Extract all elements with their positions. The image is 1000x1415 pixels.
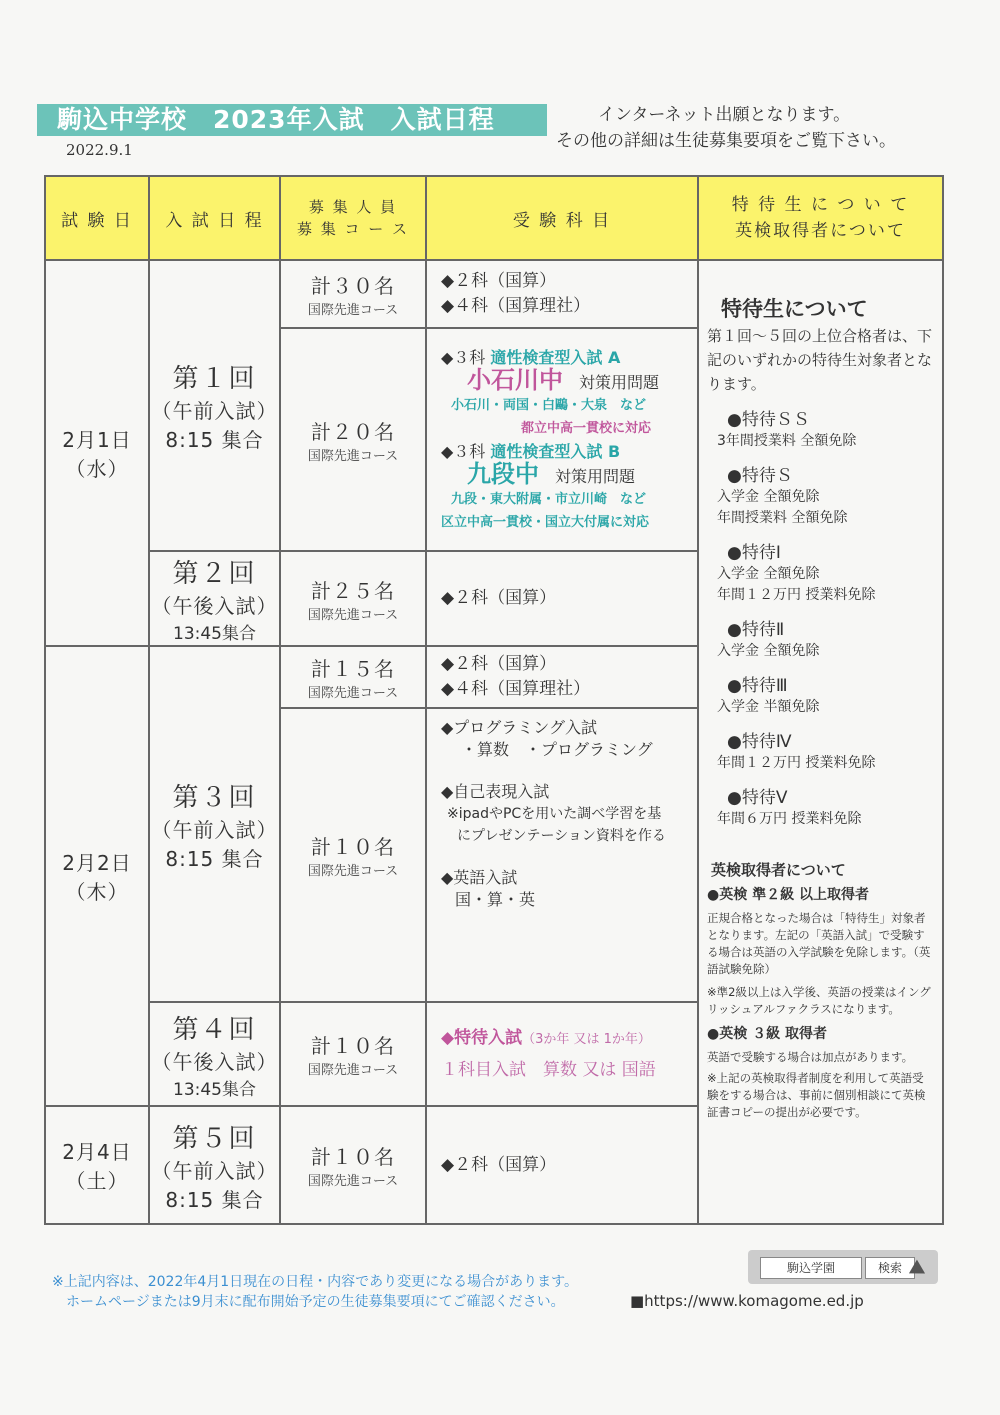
footer-note xyxy=(52,1272,578,1312)
tokutai-4-detail: 年間１２万円 授業料免除 xyxy=(717,755,876,771)
subject-tokutai: ◆特待入試 xyxy=(441,1027,523,1048)
round-title: 第４回 xyxy=(172,1014,257,1045)
capacity-cell xyxy=(280,1106,426,1224)
capacity-cell xyxy=(280,1002,426,1106)
kudan-schools: 九段・東大附属・市立川崎 など xyxy=(451,491,647,507)
capacity: 計３０名 xyxy=(311,274,395,298)
tokutai-s-detail-1: 入学金 全額免除 xyxy=(717,489,820,505)
eiken-heading: 英検取得者について xyxy=(711,861,846,879)
day-label: （土） xyxy=(65,1169,129,1193)
course: 国際先進コース xyxy=(307,1063,399,1078)
capacity: 計１０名 xyxy=(311,1145,395,1169)
round-type: （午前入試） xyxy=(151,399,278,423)
header-side xyxy=(698,176,943,260)
subject-tokutai-note: （3か年 又は 1か年） xyxy=(522,1031,651,1047)
round-type: （午前入試） xyxy=(151,1158,278,1183)
header-subjects: 受 験 科 目 xyxy=(426,176,698,260)
header-schedule: 入 試 日 程 xyxy=(149,176,280,260)
round-title: 第２回 xyxy=(172,559,257,589)
capacity: 計１０名 xyxy=(311,835,395,859)
tokutai-3: ●特待Ⅲ xyxy=(727,676,788,696)
subject-english: ◆英語入試 xyxy=(441,868,518,887)
notice-line-2: その他の詳細は生徒募集要項をご覧下さい。 xyxy=(556,131,896,151)
side-panel xyxy=(698,260,943,1224)
header-course-label: 募 集 コ ー ス xyxy=(296,220,410,238)
round-time: 8:15 集合 xyxy=(165,846,264,871)
course: 国際先進コース xyxy=(307,607,399,623)
round-time: 13:45集合 xyxy=(173,624,256,644)
capacity: 計１０名 xyxy=(311,1034,395,1058)
round-title: 第５回 xyxy=(172,1123,257,1154)
kudan-target: 区立中高一貫校・国立大付属に対応 xyxy=(441,514,650,530)
tokutai-2: ●特待Ⅱ xyxy=(727,620,785,640)
header-eiken: 英検取得者について xyxy=(735,221,906,241)
round-2 xyxy=(149,551,280,646)
course: 国際先進コース xyxy=(307,448,399,464)
subject-tokutai-detail: １科目入試 算数 又は 国語 xyxy=(441,1059,656,1080)
day-label: （木） xyxy=(65,880,129,904)
date-cell-feb1 xyxy=(45,260,149,646)
subjects-cell xyxy=(426,260,698,328)
tokutai-4: ●特待Ⅳ xyxy=(727,732,792,752)
round-time: 8:15 集合 xyxy=(165,1187,264,1212)
round-title: 第１回 xyxy=(172,364,257,394)
subject-self-expression: ◆自己表現入試 xyxy=(441,782,550,801)
eiken-3: ●英検 ３級 取得者 xyxy=(707,1026,827,1042)
subjects-cell xyxy=(426,708,698,1002)
capacity-cell xyxy=(280,328,426,551)
footer-note-2: ホームページまたは9月末に配布開始予定の生徒募集要項にてご確認ください。 xyxy=(66,1294,565,1310)
round-time: 13:45集合 xyxy=(173,1079,256,1100)
subject-self-expression-detail-2: にプレゼンテーション資料を作る xyxy=(457,828,666,844)
course: 国際先進コース xyxy=(307,864,399,879)
subject-2ka: ◆２科（国算） xyxy=(441,271,557,291)
koishikawa-tail: 対策用問題 xyxy=(579,372,660,392)
schedule-table xyxy=(44,175,944,1225)
subjects-cell xyxy=(426,646,698,708)
capacity-cell xyxy=(280,551,426,646)
round-3 xyxy=(149,646,280,1002)
search-button[interactable]: 検索 xyxy=(865,1257,915,1279)
subjects-cell xyxy=(426,328,698,551)
subjects-cell xyxy=(426,1002,698,1106)
tokutai-2-detail: 入学金 全額免除 xyxy=(717,643,820,659)
subjects-cell xyxy=(426,1106,698,1224)
header-capacity-label: 募 集 人 員 xyxy=(308,198,398,216)
capacity-cell xyxy=(280,260,426,328)
tokutai-3-detail: 入学金 半額免除 xyxy=(717,699,820,715)
subject-programming-detail: ・算数 ・プログラミング xyxy=(461,740,653,759)
tokutai-5-detail: 年間６万円 授業料免除 xyxy=(717,811,862,827)
koishikawa-target: 都立中高一貫校に対応 xyxy=(521,420,652,436)
tokutai-s-detail-2: 年間授業料 全額免除 xyxy=(717,510,848,526)
capacity: 計１５名 xyxy=(311,657,395,681)
course: 国際先進コース xyxy=(307,686,399,701)
tokutai-1: ●特待Ⅰ xyxy=(727,543,781,563)
header-date: 試 験 日 xyxy=(45,176,149,260)
subject-3ka-a: ◆３科 xyxy=(441,347,486,367)
eiken-3-detail: 英語で受験する場合は加点があります。 xyxy=(707,1050,914,1064)
website-url[interactable]: ■https://www.komagome.ed.jp xyxy=(630,1292,864,1310)
eiken-pre2-detail: 正規合格となった場合は「特待生」対象者となります。左記の「英語入試」で受験する場合は英語の入学試験を免除します。（英語試験免除） xyxy=(707,911,931,976)
capacity-cell xyxy=(280,708,426,1002)
round-5 xyxy=(149,1106,280,1224)
capacity-cell xyxy=(280,646,426,708)
course: 国際先進コース xyxy=(307,1174,399,1189)
koishikawa-label: 小石川中 xyxy=(467,365,563,394)
tokutai-ss-detail: 3年間授業料 全額免除 xyxy=(717,433,857,449)
tokutai-s: ●特待Ｓ xyxy=(727,466,793,486)
date-label: 2月2日 xyxy=(62,851,132,875)
table-row xyxy=(45,260,943,328)
header-tokutai: 特 待 生 に つ い て xyxy=(731,195,910,215)
subject-3ka-b-name: 適性検査型入試 B xyxy=(490,441,621,461)
subject-2ka: ◆２科（国算） xyxy=(441,1154,557,1175)
date-label: 2月4日 xyxy=(62,1140,132,1164)
eiken-pre2-note: ※準2級以上は入学後、英語の授業はイングリッシュアルファクラスになります。 xyxy=(707,985,931,1016)
day-label: （水） xyxy=(65,457,129,481)
footer-note-1: ※上記内容は、2022年4月1日現在の日程・内容であり変更になる場合があります。 xyxy=(52,1274,579,1290)
kudan-tail: 対策用問題 xyxy=(555,466,636,486)
header-row xyxy=(45,176,943,260)
tokutai-1-detail-1: 入学金 全額免除 xyxy=(717,566,820,582)
subject-2ka: ◆２科（国算） xyxy=(441,588,557,608)
search-input[interactable]: 駒込学園 xyxy=(760,1257,862,1279)
date-cell-feb2 xyxy=(45,646,149,1106)
capacity: 計２０名 xyxy=(311,419,395,444)
course: 国際先進コース xyxy=(307,303,399,318)
kudan-label: 九段中 xyxy=(467,459,539,488)
round-1 xyxy=(149,260,280,551)
subject-self-expression-detail-1: ※ipadやPCを用いた調べ学習を基 xyxy=(447,806,662,822)
subject-3ka-b: ◆３科 xyxy=(441,441,486,461)
tokutai-5: ●特待Ⅴ xyxy=(727,788,788,808)
round-time: 8:15 集合 xyxy=(165,428,264,452)
subject-3ka-a-name: 適性検査型入試 A xyxy=(490,347,621,367)
round-type: （午後入試） xyxy=(151,1049,278,1074)
eiken-3-note: ※上記の英検取得者制度を利用して英語受験をする場合は、事前に個別相談にて英検証書コピーの提出が必要です。 xyxy=(707,1071,926,1119)
subject-programming: ◆プログラミング入試 xyxy=(441,718,597,737)
date-label: 2月1日 xyxy=(62,428,132,452)
page-title: 駒込中学校 2023年入試 入試日程 xyxy=(37,104,547,136)
subject-2ka: ◆２科（国算） xyxy=(441,654,557,674)
round-type: （午前入試） xyxy=(151,817,278,842)
eiken-pre2: ●英検 準２級 以上取得者 xyxy=(707,887,869,903)
capacity: 計２５名 xyxy=(311,578,395,603)
koishikawa-schools: 小石川・両国・白鷗・大泉 など xyxy=(451,397,647,413)
subjects-cell xyxy=(426,551,698,646)
round-4 xyxy=(149,1002,280,1106)
subject-4ka: ◆４科（国算理社） xyxy=(441,296,591,316)
tokutai-intro: 第１回～５回の上位合格者は、下記のいずれかの特待生対象者となります。 xyxy=(707,327,933,393)
round-title: 第３回 xyxy=(172,782,257,813)
subject-english-detail: 国・算・英 xyxy=(455,890,536,909)
tokutai-heading: 特待生について xyxy=(721,297,868,321)
tokutai-1-detail-2: 年間１２万円 授業料免除 xyxy=(717,587,876,603)
subject-4ka: ◆４科（国算理社） xyxy=(441,679,591,699)
issue-date: 2022.9.1 xyxy=(66,141,133,159)
tokutai-ss: ●特待ＳＳ xyxy=(727,410,810,430)
notice-line-1: インターネット出願となります。 xyxy=(598,105,851,125)
round-type: （午後入試） xyxy=(151,594,278,618)
date-cell-feb4 xyxy=(45,1106,149,1224)
header-capacity xyxy=(280,176,426,260)
